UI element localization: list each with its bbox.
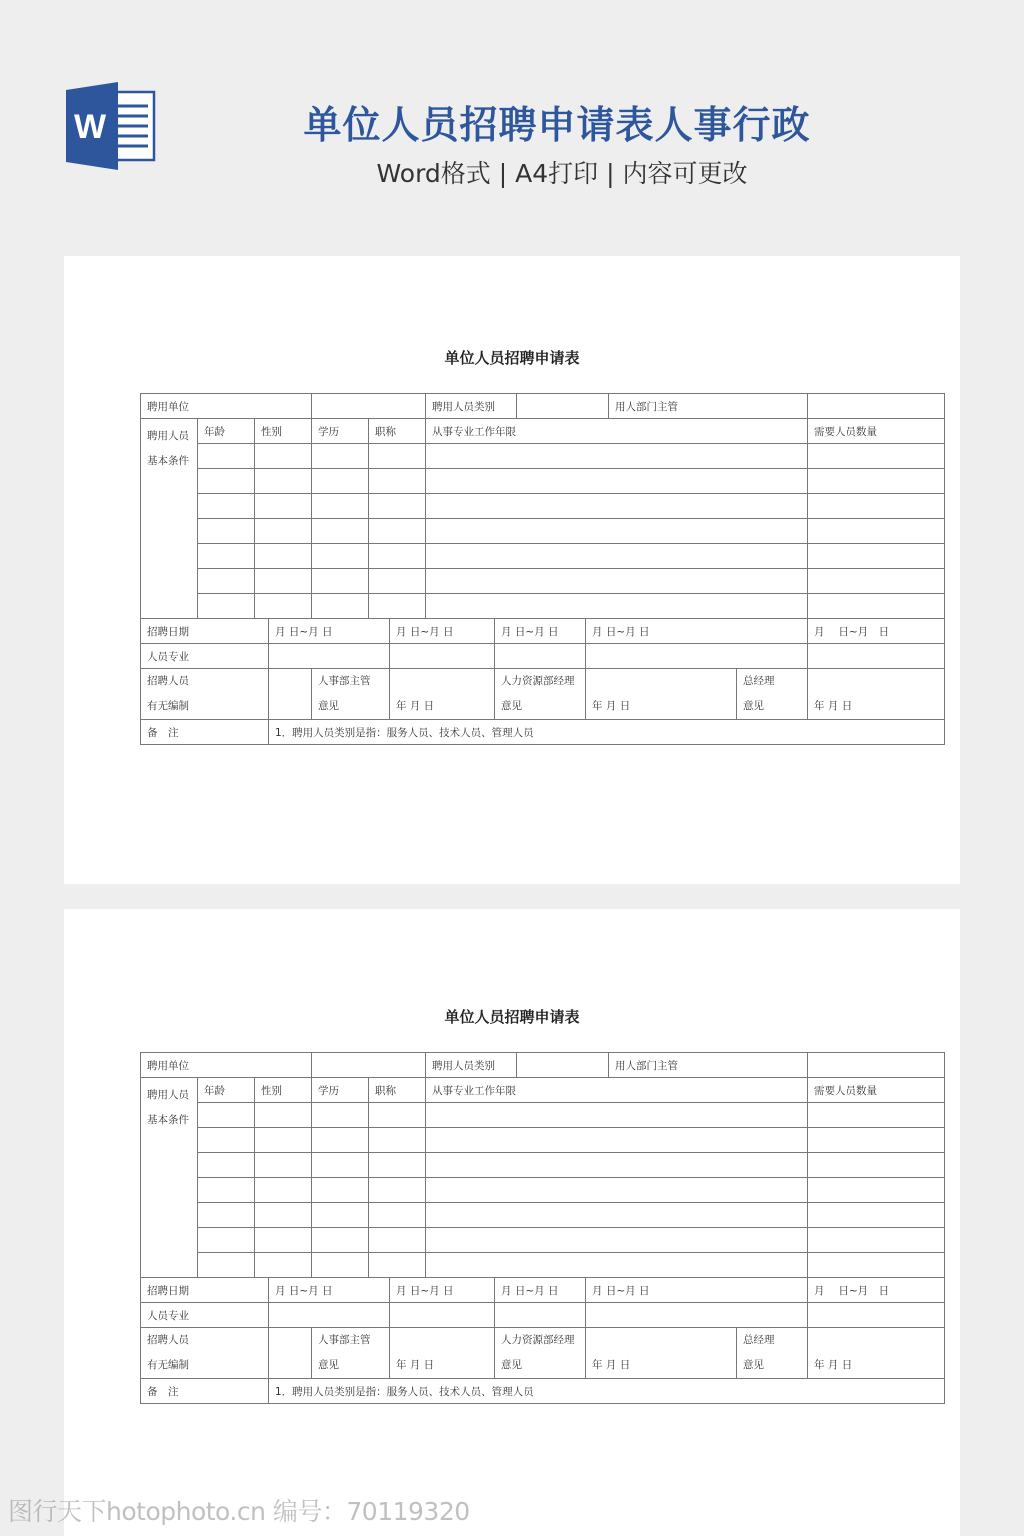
staffing-value[interactable] <box>269 669 312 720</box>
years-cell[interactable] <box>426 544 808 569</box>
age-cell[interactable] <box>198 544 255 569</box>
hr-head-date[interactable]: 年 月 日 <box>390 1328 495 1379</box>
years-cell[interactable] <box>426 494 808 519</box>
major-cell[interactable] <box>808 644 945 669</box>
years-header: 从事专业工作年限 <box>426 419 808 444</box>
supervisor-label: 用人部门主管 <box>609 394 808 419</box>
form-row-unit <box>141 394 945 419</box>
remarks-text[interactable]: 1．聘用人员类别是指：服务人员、技术人员、管理人员 <box>269 1379 945 1404</box>
title-cell[interactable] <box>369 1203 426 1228</box>
gm-date[interactable]: 年 月 日 <box>808 669 945 720</box>
education-cell[interactable] <box>312 1203 369 1228</box>
date-range-1[interactable]: 月 日~月 日 <box>269 619 390 644</box>
unit-value[interactable] <box>312 394 426 419</box>
title-cell[interactable] <box>369 1253 426 1278</box>
form-title: 单位人员招聘申请表 <box>444 349 580 367</box>
major-cell[interactable] <box>586 1303 808 1328</box>
age-cell[interactable] <box>198 469 255 494</box>
gm-label: 总经理意见 <box>737 1328 808 1379</box>
gm-label: 总经理意见 <box>737 669 808 720</box>
title-cell[interactable] <box>369 1228 426 1253</box>
education-cell[interactable] <box>312 569 369 594</box>
education-cell[interactable] <box>312 1178 369 1203</box>
quantity-cell[interactable] <box>808 594 945 619</box>
gender-cell[interactable] <box>255 469 312 494</box>
remarks-label: 备 注 <box>141 720 269 745</box>
education-cell[interactable] <box>312 1153 369 1178</box>
age-header: 年龄 <box>198 1078 255 1103</box>
years-cell[interactable] <box>426 1178 808 1203</box>
major-cell[interactable] <box>495 1303 586 1328</box>
major-cell[interactable] <box>586 644 808 669</box>
gender-cell[interactable] <box>255 569 312 594</box>
quantity-cell[interactable] <box>808 1153 945 1178</box>
quantity-cell[interactable] <box>808 469 945 494</box>
age-cell[interactable] <box>198 519 255 544</box>
major-cell[interactable] <box>390 644 495 669</box>
condition-row <box>141 494 945 519</box>
gender-cell[interactable] <box>255 494 312 519</box>
years-header: 从事专业工作年限 <box>426 1078 808 1103</box>
education-cell[interactable] <box>312 494 369 519</box>
date-range-1[interactable]: 月 日~月 日 <box>269 1278 390 1303</box>
major-row <box>141 1303 945 1328</box>
quantity-cell[interactable] <box>808 1103 945 1128</box>
education-cell[interactable] <box>312 1253 369 1278</box>
hr-head-date[interactable]: 年 月 日 <box>390 669 495 720</box>
gender-cell[interactable] <box>255 519 312 544</box>
category-label: 聘用人员类别 <box>426 1053 517 1078</box>
hr-head-label: 人事部主管意见 <box>312 1328 390 1379</box>
category-label: 聘用人员类别 <box>426 394 517 419</box>
title-cell[interactable] <box>369 1153 426 1178</box>
quantity-cell[interactable] <box>808 494 945 519</box>
word-icon-letter: W <box>73 108 107 146</box>
gender-cell[interactable] <box>255 1103 312 1128</box>
condition-header-row <box>141 419 945 444</box>
education-header: 学历 <box>312 1078 369 1103</box>
recruitment-form-table <box>140 1052 945 1404</box>
remarks-row <box>141 1379 945 1404</box>
title-cell[interactable] <box>369 569 426 594</box>
age-cell[interactable] <box>198 1178 255 1203</box>
age-cell[interactable] <box>198 1103 255 1128</box>
major-cell[interactable] <box>269 1303 390 1328</box>
date-range-5[interactable]: 月 日~月 日 <box>808 1278 945 1303</box>
recruitment-form-table <box>140 393 945 745</box>
unit-value[interactable] <box>312 1053 426 1078</box>
age-cell[interactable] <box>198 594 255 619</box>
quantity-cell[interactable] <box>808 444 945 469</box>
education-cell[interactable] <box>312 519 369 544</box>
years-cell[interactable] <box>426 1103 808 1128</box>
hrd-date[interactable]: 年 月 日 <box>586 669 737 720</box>
document-page-2 <box>64 909 960 1536</box>
age-cell[interactable] <box>198 1253 255 1278</box>
page-title: 单位人员招聘申请表人事行政 <box>303 103 811 147</box>
quantity-header: 需要人员数量 <box>808 1078 945 1103</box>
quantity-cell[interactable] <box>808 1253 945 1278</box>
quantity-cell[interactable] <box>808 569 945 594</box>
date-row <box>141 619 945 644</box>
condition-row <box>141 569 945 594</box>
category-value[interactable] <box>517 394 609 419</box>
gender-cell[interactable] <box>255 1178 312 1203</box>
staffing-value[interactable] <box>269 1328 312 1379</box>
major-row <box>141 644 945 669</box>
title-cell[interactable] <box>369 1178 426 1203</box>
document-page-1 <box>64 256 960 884</box>
hrd-date[interactable]: 年 月 日 <box>586 1328 737 1379</box>
gender-cell[interactable] <box>255 1128 312 1153</box>
form-row-unit <box>141 1053 945 1078</box>
remarks-row <box>141 720 945 745</box>
gender-header: 性别 <box>255 1078 312 1103</box>
gender-cell[interactable] <box>255 594 312 619</box>
hrd-label: 人力资源部经理意见 <box>495 669 586 720</box>
gender-cell[interactable] <box>255 1203 312 1228</box>
title-cell[interactable] <box>369 544 426 569</box>
years-cell[interactable] <box>426 569 808 594</box>
supervisor-label: 用人部门主管 <box>609 1053 808 1078</box>
gender-cell[interactable] <box>255 544 312 569</box>
education-cell[interactable] <box>312 1228 369 1253</box>
remarks-label: 备 注 <box>141 1379 269 1404</box>
age-cell[interactable] <box>198 569 255 594</box>
major-cell[interactable] <box>269 644 390 669</box>
condition-row <box>141 1153 945 1178</box>
remarks-text[interactable]: 1．聘用人员类别是指：服务人员、技术人员、管理人员 <box>269 720 945 745</box>
condition-row <box>141 544 945 569</box>
education-cell[interactable] <box>312 444 369 469</box>
date-row <box>141 1278 945 1303</box>
major-cell[interactable] <box>390 1303 495 1328</box>
gender-cell[interactable] <box>255 1228 312 1253</box>
condition-row <box>141 594 945 619</box>
years-cell[interactable] <box>426 1153 808 1178</box>
supervisor-value[interactable] <box>808 1053 945 1078</box>
date-range-5[interactable]: 月 日~月 日 <box>808 619 945 644</box>
years-cell[interactable] <box>426 519 808 544</box>
title-cell[interactable] <box>369 494 426 519</box>
date-range-4[interactable]: 月 日~月 日 <box>586 619 808 644</box>
age-cell[interactable] <box>198 1128 255 1153</box>
quantity-header: 需要人员数量 <box>808 419 945 444</box>
years-cell[interactable] <box>426 1253 808 1278</box>
gender-cell[interactable] <box>255 444 312 469</box>
quantity-cell[interactable] <box>808 1203 945 1228</box>
date-range-3[interactable]: 月 日~月 日 <box>495 619 586 644</box>
title-cell[interactable] <box>369 1128 426 1153</box>
quantity-cell[interactable] <box>808 544 945 569</box>
page-subtitle: Word格式 | A4打印 | 内容可更改 <box>376 159 748 188</box>
date-label: 招聘日期 <box>141 619 269 644</box>
education-cell[interactable] <box>312 1128 369 1153</box>
condition-label: 聘用人员基本条件 <box>141 419 198 619</box>
date-label: 招聘日期 <box>141 1278 269 1303</box>
title-cell[interactable] <box>369 444 426 469</box>
education-cell[interactable] <box>312 544 369 569</box>
unit-label: 聘用单位 <box>141 394 312 419</box>
years-cell[interactable] <box>426 1228 808 1253</box>
years-cell[interactable] <box>426 469 808 494</box>
gender-cell[interactable] <box>255 1153 312 1178</box>
education-cell[interactable] <box>312 594 369 619</box>
approval-row <box>141 1328 945 1379</box>
education-header: 学历 <box>312 419 369 444</box>
date-range-4[interactable]: 月 日~月 日 <box>586 1278 808 1303</box>
condition-header-row <box>141 1078 945 1103</box>
hr-head-label: 人事部主管意见 <box>312 669 390 720</box>
quantity-cell[interactable] <box>808 1178 945 1203</box>
condition-row <box>141 444 945 469</box>
title-header: 职称 <box>369 419 426 444</box>
title-cell[interactable] <box>369 1103 426 1128</box>
age-cell[interactable] <box>198 494 255 519</box>
staffing-label: 招聘人员有无编制 <box>141 669 269 720</box>
condition-row <box>141 1128 945 1153</box>
date-range-2[interactable]: 月 日~月 日 <box>390 619 495 644</box>
years-cell[interactable] <box>426 594 808 619</box>
title-cell[interactable] <box>369 594 426 619</box>
watermark-text: 图行天下hotophoto.cn 编号：70119320 <box>8 1497 470 1526</box>
condition-row <box>141 519 945 544</box>
condition-row <box>141 1228 945 1253</box>
major-cell[interactable] <box>808 1303 945 1328</box>
age-cell[interactable] <box>198 1203 255 1228</box>
category-value[interactable] <box>517 1053 609 1078</box>
age-cell[interactable] <box>198 1153 255 1178</box>
education-cell[interactable] <box>312 469 369 494</box>
condition-row <box>141 1178 945 1203</box>
condition-row <box>141 1203 945 1228</box>
quantity-cell[interactable] <box>808 519 945 544</box>
years-cell[interactable] <box>426 1203 808 1228</box>
unit-label: 聘用单位 <box>141 1053 312 1078</box>
gender-header: 性别 <box>255 419 312 444</box>
years-cell[interactable] <box>426 1128 808 1153</box>
gm-date[interactable]: 年 月 日 <box>808 1328 945 1379</box>
form-title: 单位人员招聘申请表 <box>444 1008 580 1026</box>
education-cell[interactable] <box>312 1103 369 1128</box>
condition-row <box>141 1103 945 1128</box>
date-range-2[interactable]: 月 日~月 日 <box>390 1278 495 1303</box>
years-cell[interactable] <box>426 444 808 469</box>
age-cell[interactable] <box>198 1228 255 1253</box>
approval-row <box>141 669 945 720</box>
title-cell[interactable] <box>369 519 426 544</box>
condition-row <box>141 1253 945 1278</box>
supervisor-value[interactable] <box>808 394 945 419</box>
title-header: 职称 <box>369 1078 426 1103</box>
date-range-3[interactable]: 月 日~月 日 <box>495 1278 586 1303</box>
staffing-label: 招聘人员有无编制 <box>141 1328 269 1379</box>
quantity-cell[interactable] <box>808 1128 945 1153</box>
major-label: 人员专业 <box>141 1303 269 1328</box>
title-cell[interactable] <box>369 469 426 494</box>
age-cell[interactable] <box>198 444 255 469</box>
gender-cell[interactable] <box>255 1253 312 1278</box>
condition-row <box>141 469 945 494</box>
major-label: 人员专业 <box>141 644 269 669</box>
quantity-cell[interactable] <box>808 1228 945 1253</box>
age-header: 年龄 <box>198 419 255 444</box>
major-cell[interactable] <box>495 644 586 669</box>
condition-label: 聘用人员基本条件 <box>141 1078 198 1278</box>
hrd-label: 人力资源部经理意见 <box>495 1328 586 1379</box>
